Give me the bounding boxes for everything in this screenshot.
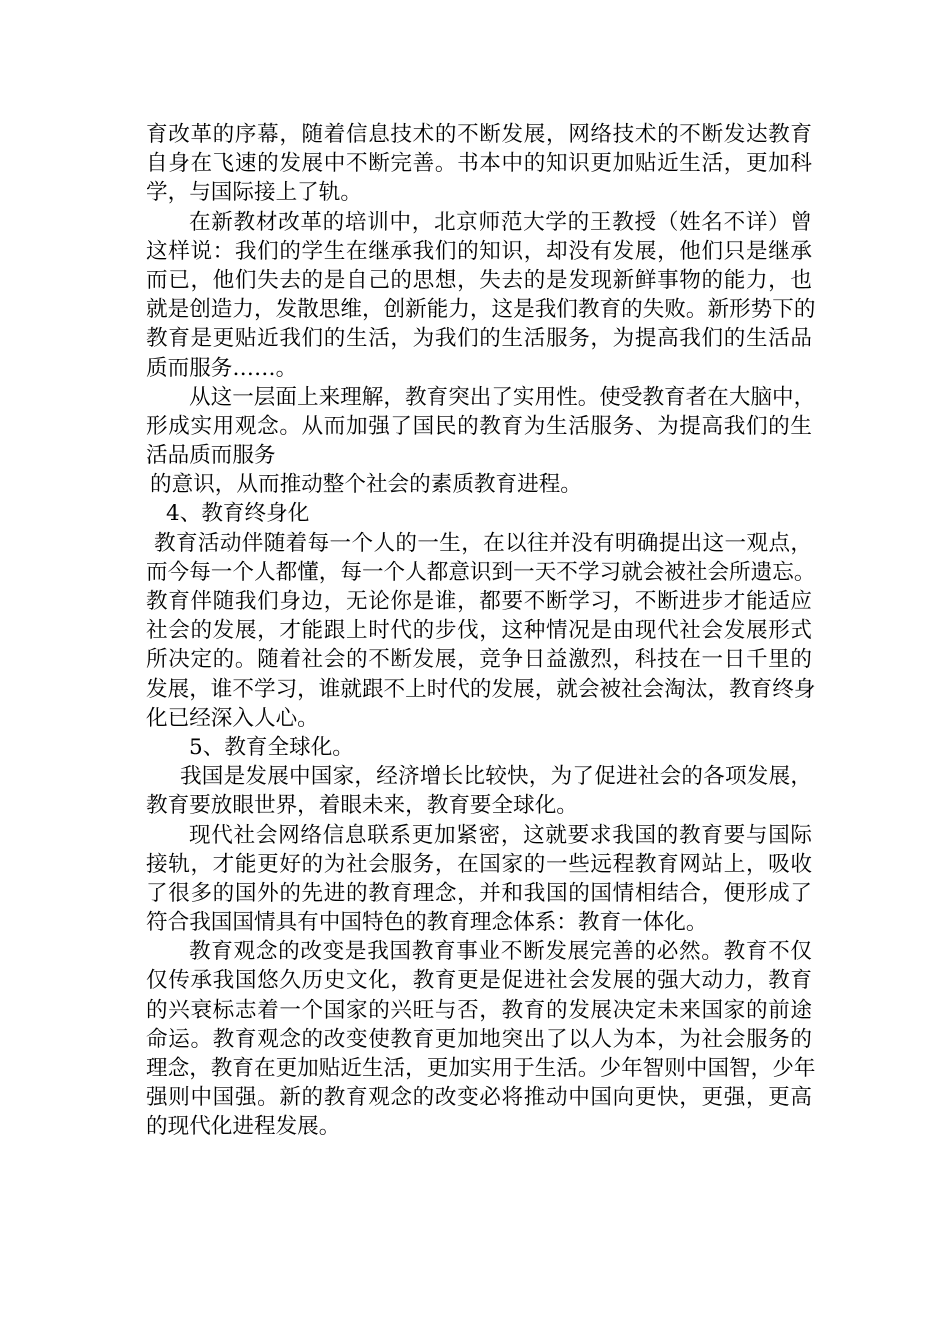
text-line: 就是创造力，发散思维，创新能力，这是我们教育的失败。新形势下的: [146, 297, 816, 323]
text-line: 命运。教育观念的改变使教育更加地突出了以人为本，为社会服务的: [146, 1026, 812, 1052]
text-line: 的兴衰标志着一个国家的兴旺与否，教育的发展决定未来国家的前途: [146, 997, 812, 1023]
text-line: 而今每一个人都懂，每一个人都意识到一天不学习就会被社会所遗忘。: [146, 559, 816, 585]
text-line: 这样说：我们的学生在继承我们的知识，却没有发展，他们只是继承: [146, 238, 812, 264]
paragraph-start-line: 现代社会网络信息联系更加紧密，这就要求我国的教育要与国际: [189, 822, 812, 848]
text-line: 理念，教育在更加贴近生活，更加实用于生活。少年智则中国智，少年: [146, 1056, 816, 1081]
text-line: 仅传承我国悠久历史文化，教育更是促进社会发展的强大动力，教育: [146, 968, 812, 994]
paragraph-start-line: 在新教材改革的培训中，北京师范大学的王教授（姓名不详）曾: [189, 209, 812, 235]
text-line: 自身在飞速的发展中不断完善。书本中的知识更加贴近生活，更加科: [146, 151, 812, 177]
text-line: 社会的发展，才能跟上时代的步伐，这种情况是由现代社会发展形式: [146, 618, 812, 644]
paragraph-start-line: 教育观念的改变是我国教育事业不断发展完善的必然。教育不仅: [189, 939, 812, 965]
text-line: 教育是更贴近我们的生活，为我们的生活服务，为提高我们的生活品: [146, 326, 812, 352]
text-line: 育改革的序幕，随着信息技术的不断发展，网络技术的不断发达教育: [146, 122, 812, 147]
document-body: [146, 120, 816, 1142]
text-line: 接轨，才能更好的为社会服务，在国家的一些远程教育网站上，吸收: [146, 851, 812, 877]
text-line: 符合我国国情具有中国特色的教育理念体系：教育一体化。: [146, 910, 708, 936]
text-line: 活品质而服务: [146, 443, 276, 469]
text-line: 教育伴随我们身边，无论你是谁，都要不断学习，不断进步才能适应: [146, 589, 812, 614]
section-heading: 4、教育终身化: [166, 501, 310, 527]
text-line: 的现代化进程发展。: [146, 1114, 341, 1140]
text-line: 所决定的。随着社会的不断发展，竞争日益激烈，科技在一日千里的: [146, 647, 812, 673]
paragraph-start-line: 从这一层面上来理解，教育突出了实用性。使受教育者在大脑中，: [189, 384, 816, 410]
text-line: 质而服务……。: [146, 355, 298, 381]
text-line: 教育要放眼世界，着眼未来，教育要全球化。: [146, 793, 578, 819]
text-line: 化已经深入人心。: [146, 705, 319, 731]
text-line: 强则中国强。新的教育观念的改变必将推动中国向更快，更强，更高: [146, 1085, 812, 1111]
text-line: 形成实用观念。从而加强了国民的教育为生活服务、为提高我们的生: [146, 413, 812, 439]
text-line: 了很多的国外的先进的教育理念，并和我国的国情相结合，便形成了: [146, 880, 812, 906]
text-line: 发展，谁不学习，谁就跟不上时代的发展，就会被社会淘汰，教育终身: [146, 676, 816, 702]
paragraph-start-line: 我国是发展中国家，经济增长比较快，为了促进社会的各项发展，: [180, 764, 812, 790]
text-line: 而已，他们失去的是自己的思想，失去的是发现新鲜事物的能力，也: [146, 267, 812, 293]
text-line: 的意识，从而推动整个社会的素质教育进程。: [150, 472, 582, 498]
section-heading: 5、教育全球化。: [189, 734, 354, 760]
text-line: 学，与国际接上了轨。: [146, 180, 362, 206]
paragraph-start-line: 教育活动伴随着每一个人的一生，在以往并没有明确提出这一观点，: [154, 530, 812, 556]
